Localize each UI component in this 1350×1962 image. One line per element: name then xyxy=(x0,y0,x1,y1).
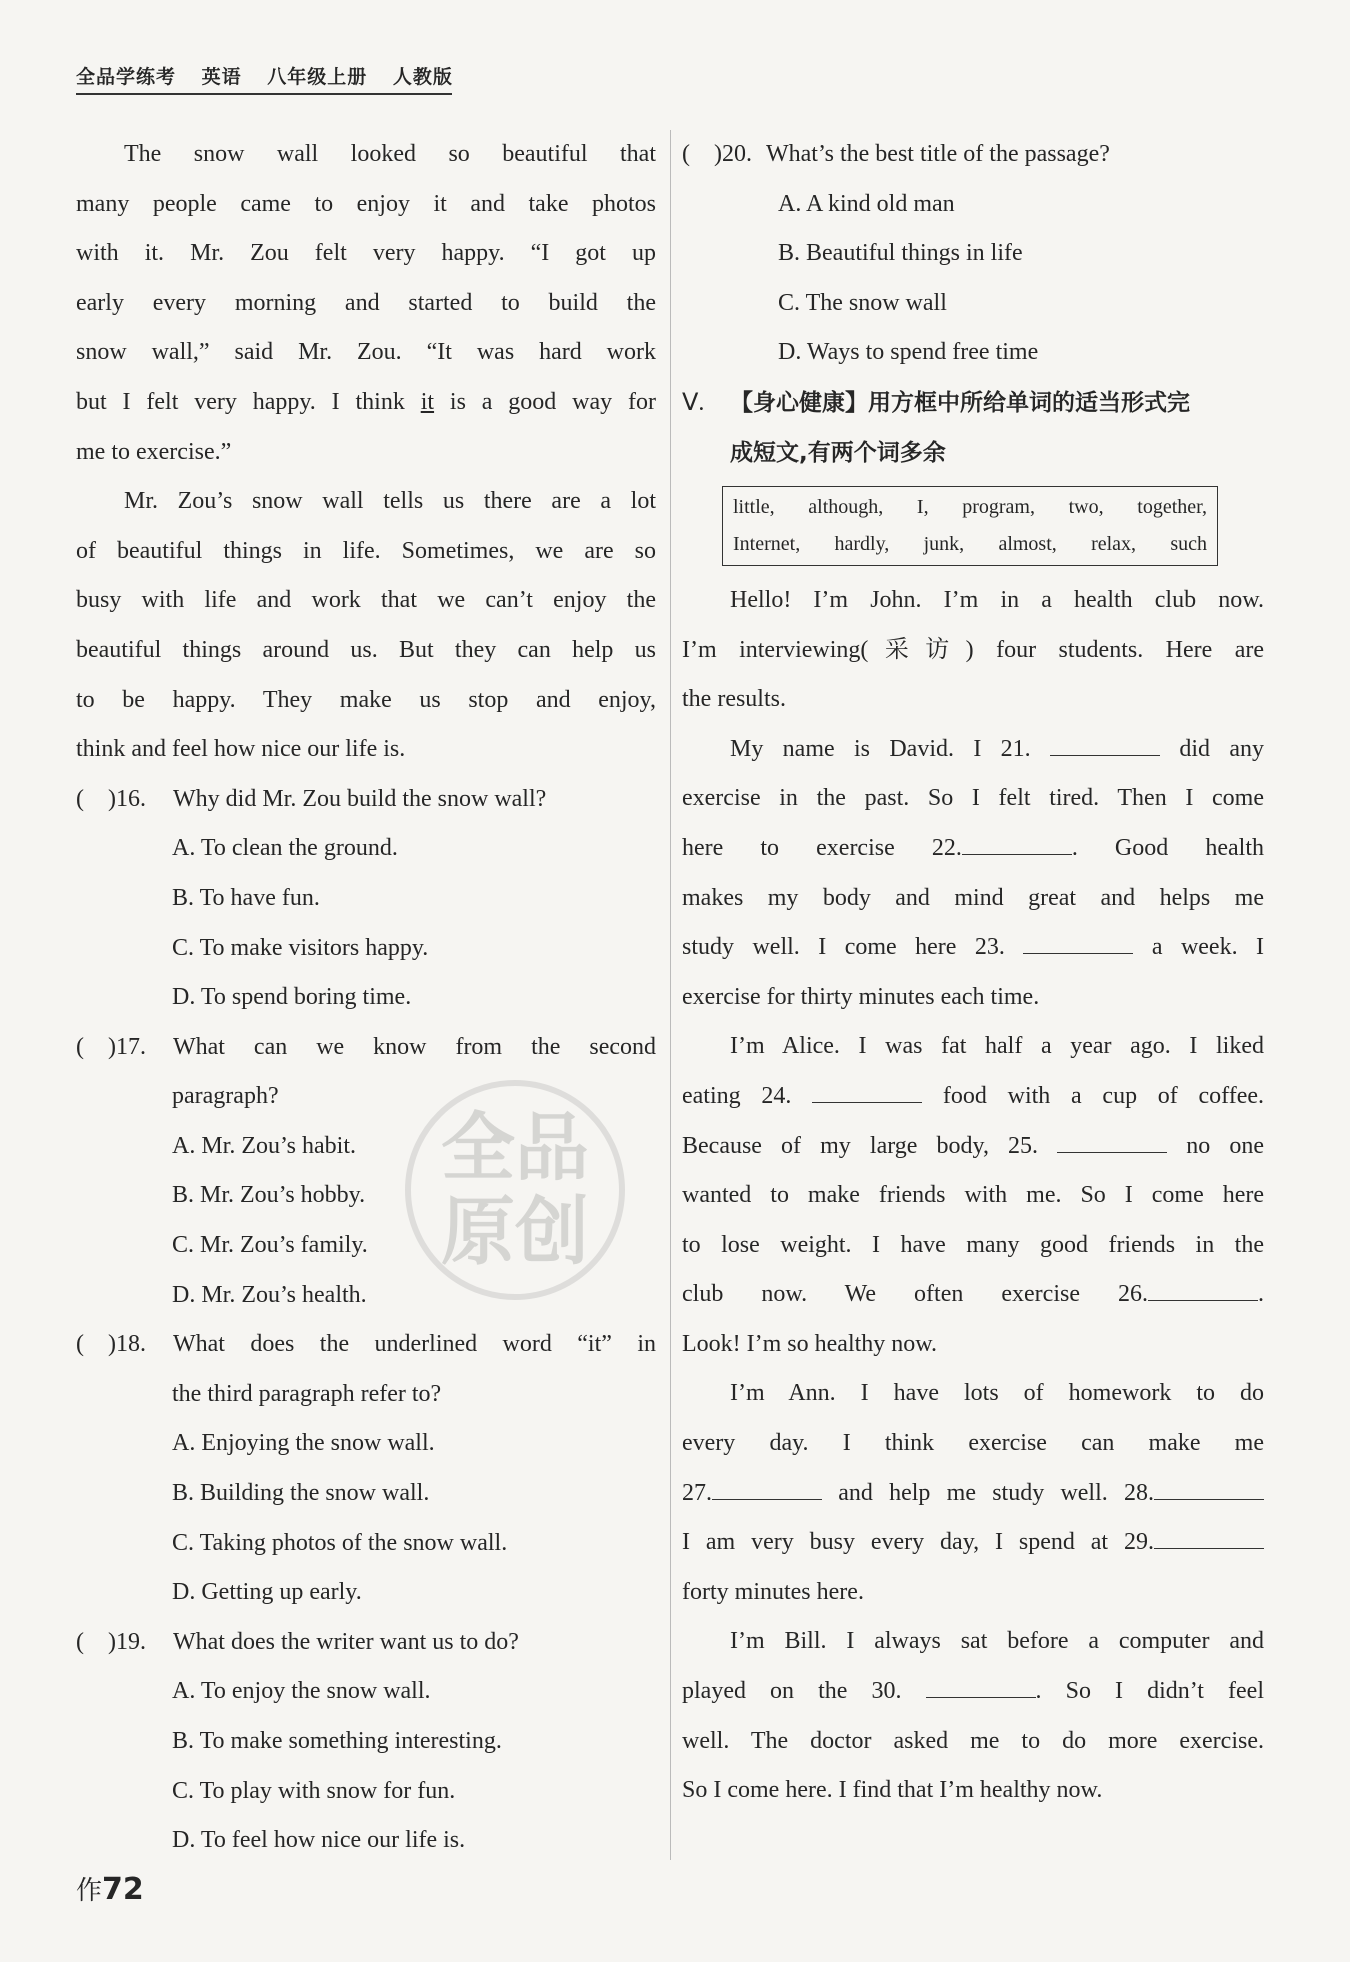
option-a: A. To enjoy the snow wall. xyxy=(172,1678,431,1705)
passage-line: think and feel how nice our life is. xyxy=(76,736,406,763)
blank-28[interactable] xyxy=(1154,1477,1264,1500)
passage-line: I’m Ann. I have lots of homework to do xyxy=(730,1380,1264,1407)
passage-line: I’m Bill. I always sat before a computer and xyxy=(730,1628,1264,1655)
blank-27[interactable] xyxy=(712,1477,822,1500)
option-b: B. Mr. Zou’s hobby. xyxy=(172,1182,366,1209)
passage-line: The snow wall looked so beautiful that xyxy=(124,141,656,167)
passage-line: played on the 30. . So I didn’t feel xyxy=(682,1667,1264,1717)
passage-line: forty minutes here. xyxy=(682,1578,864,1605)
passage-line: exercise in the past. So I felt tired. Then I come xyxy=(682,785,1264,812)
blank-23[interactable] xyxy=(1023,931,1133,954)
option-a: A. A kind old man xyxy=(778,190,955,217)
passage-line: eating 24. food with a cup of coffee. xyxy=(682,1072,1264,1122)
section-heading xyxy=(682,378,1264,428)
passage-line: with it. Mr. Zou felt very happy. “I got up xyxy=(76,240,656,267)
option-d: D. To feel how nice our life is. xyxy=(172,1827,466,1854)
option-d: D. Mr. Zou’s health. xyxy=(172,1281,367,1308)
word-bank-line: little, although, I, program, two, together, xyxy=(733,495,1207,518)
passage-line: 27. and help me study well. 28. xyxy=(682,1469,1264,1519)
question-17: ( )17. What can we know from the second xyxy=(76,1023,656,1073)
passage-line: to lose weight. I have many good friends in the xyxy=(682,1231,1264,1258)
blank-30[interactable] xyxy=(926,1675,1036,1698)
section-heading-continued xyxy=(682,428,1264,478)
passage-line: busy with life and work that we can’t enjoy the xyxy=(76,587,656,614)
right-column xyxy=(682,130,1264,1816)
answer-paren[interactable]: ( )17. xyxy=(76,1033,146,1060)
passage-line: Look! I’m so healthy now. xyxy=(682,1330,938,1357)
passage-line: Mr. Zou’s snow wall tells us there are a lot xyxy=(124,488,656,515)
passage-line: My name is David. I 21. did any xyxy=(682,725,1264,775)
passage-line: snow wall,” said Mr. Zou. “It was hard work xyxy=(76,339,656,366)
column-divider xyxy=(670,130,671,1860)
option-b: B. To make something interesting. xyxy=(172,1728,502,1754)
word-bank-box xyxy=(722,486,1218,566)
blank-29[interactable] xyxy=(1154,1526,1264,1549)
passage-line: I am very busy every day, I spend at 29. xyxy=(682,1518,1264,1568)
passage-line: I’m Alice. I was fat half a year ago. I liked xyxy=(730,1033,1264,1060)
section-title-line: 【身心健康】用方框中所给单词的适当形式完 xyxy=(730,389,1190,416)
passage-line: wanted to make friends with me. So I come here xyxy=(682,1182,1264,1209)
option-b: B. Building the snow wall. xyxy=(172,1480,430,1507)
passage-line: every day. I think exercise can make me xyxy=(682,1430,1264,1457)
passage-line: of beautiful things in life. Sometimes, we are so xyxy=(76,537,656,564)
answer-paren[interactable]: ( )16. xyxy=(76,785,146,812)
left-column xyxy=(76,130,656,1866)
question-continuation: the third paragraph refer to? xyxy=(172,1380,442,1407)
option-d: D. To spend boring time. xyxy=(172,984,412,1011)
question-19: ( )19. What does the writer want us to do? xyxy=(76,1618,656,1668)
option-c: C. Taking photos of the snow wall. xyxy=(172,1529,508,1556)
subject: 英语 xyxy=(201,66,242,88)
blank-22[interactable] xyxy=(962,832,1072,855)
option-c: C. Mr. Zou’s family. xyxy=(172,1232,368,1259)
option-c: C. The snow wall xyxy=(778,289,947,316)
blank-21[interactable] xyxy=(1050,733,1160,756)
passage-line: Because of my large body, 25. no one xyxy=(682,1122,1264,1172)
page-number: 作72 xyxy=(76,1872,144,1907)
edition: 人教版 xyxy=(392,66,453,88)
option-a: A. Mr. Zou’s habit. xyxy=(172,1132,356,1159)
passage-line: beautiful things around us. But they can help us xyxy=(76,636,656,663)
option-b: B. To have fun. xyxy=(172,884,320,911)
question-continuation: paragraph? xyxy=(172,1083,279,1110)
option-d: D. Ways to spend free time xyxy=(778,339,1039,366)
blank-25[interactable] xyxy=(1057,1130,1167,1153)
passage-line: to be happy. They make us stop and enjoy, xyxy=(76,686,656,713)
option-a: A. To clean the ground. xyxy=(172,835,398,862)
passage-line: well. The doctor asked me to do more exercise. xyxy=(682,1727,1264,1754)
header-rule xyxy=(76,93,452,95)
answer-paren[interactable]: ( )19. xyxy=(76,1628,146,1655)
question-16: ( )16. Why did Mr. Zou build the snow wall? xyxy=(76,775,656,825)
blank-24[interactable] xyxy=(812,1080,922,1103)
passage-line: but I felt very happy. I think it is a good way for xyxy=(76,388,656,415)
answer-paren[interactable]: ( )20. xyxy=(682,141,752,167)
option-a: A. Enjoying the snow wall. xyxy=(172,1430,435,1457)
option-c: C. To play with snow for fun. xyxy=(172,1777,456,1804)
grade: 八年级上册 xyxy=(267,66,368,88)
passage-line: So I come here. I find that I’m healthy now. xyxy=(682,1777,1103,1804)
option-c: C. To make visitors happy. xyxy=(172,934,429,961)
passage-line: Hello! I’m John. I’m in a health club now. xyxy=(730,586,1264,613)
passage-line: here to exercise 22. . Good health xyxy=(682,824,1264,874)
passage-line: exercise for thirty minutes each time. xyxy=(682,983,1040,1010)
option-d: D. Getting up early. xyxy=(172,1579,362,1606)
passage-line: me to exercise.” xyxy=(76,438,232,465)
passage-line: the results. xyxy=(682,686,786,713)
passage-line: makes my body and mind great and helps me xyxy=(682,884,1264,911)
section-number: Ⅴ. xyxy=(682,389,705,416)
question-20: ( )20. What’s the best title of the passage? xyxy=(682,130,1264,180)
section-title-line: 成短文,有两个词多余 xyxy=(730,439,946,466)
word-bank-line: Internet, hardly, junk, almost, relax, such xyxy=(733,532,1207,555)
passage-line: early every morning and started to build the xyxy=(76,289,656,316)
passage-line: study well. I come here 23. a week. I xyxy=(682,923,1264,973)
passage-line: many people came to enjoy it and take photos xyxy=(76,190,656,217)
answer-paren[interactable]: ( )18. xyxy=(76,1331,146,1358)
underlined-it: it xyxy=(420,388,435,415)
running-header xyxy=(76,62,471,89)
option-b: B. Beautiful things in life xyxy=(778,240,1023,267)
question-18: ( )18. What does the underlined word “it” in xyxy=(76,1320,656,1370)
passage-line: club now. We often exercise 26. . xyxy=(682,1270,1264,1320)
blank-26[interactable] xyxy=(1148,1278,1258,1301)
book-name: 全品学练考 xyxy=(76,66,177,88)
passage-line: I’m interviewing(采访) four students. Here are xyxy=(682,636,1264,663)
original-watermark-stamp: 全品 原创 xyxy=(405,1080,625,1300)
